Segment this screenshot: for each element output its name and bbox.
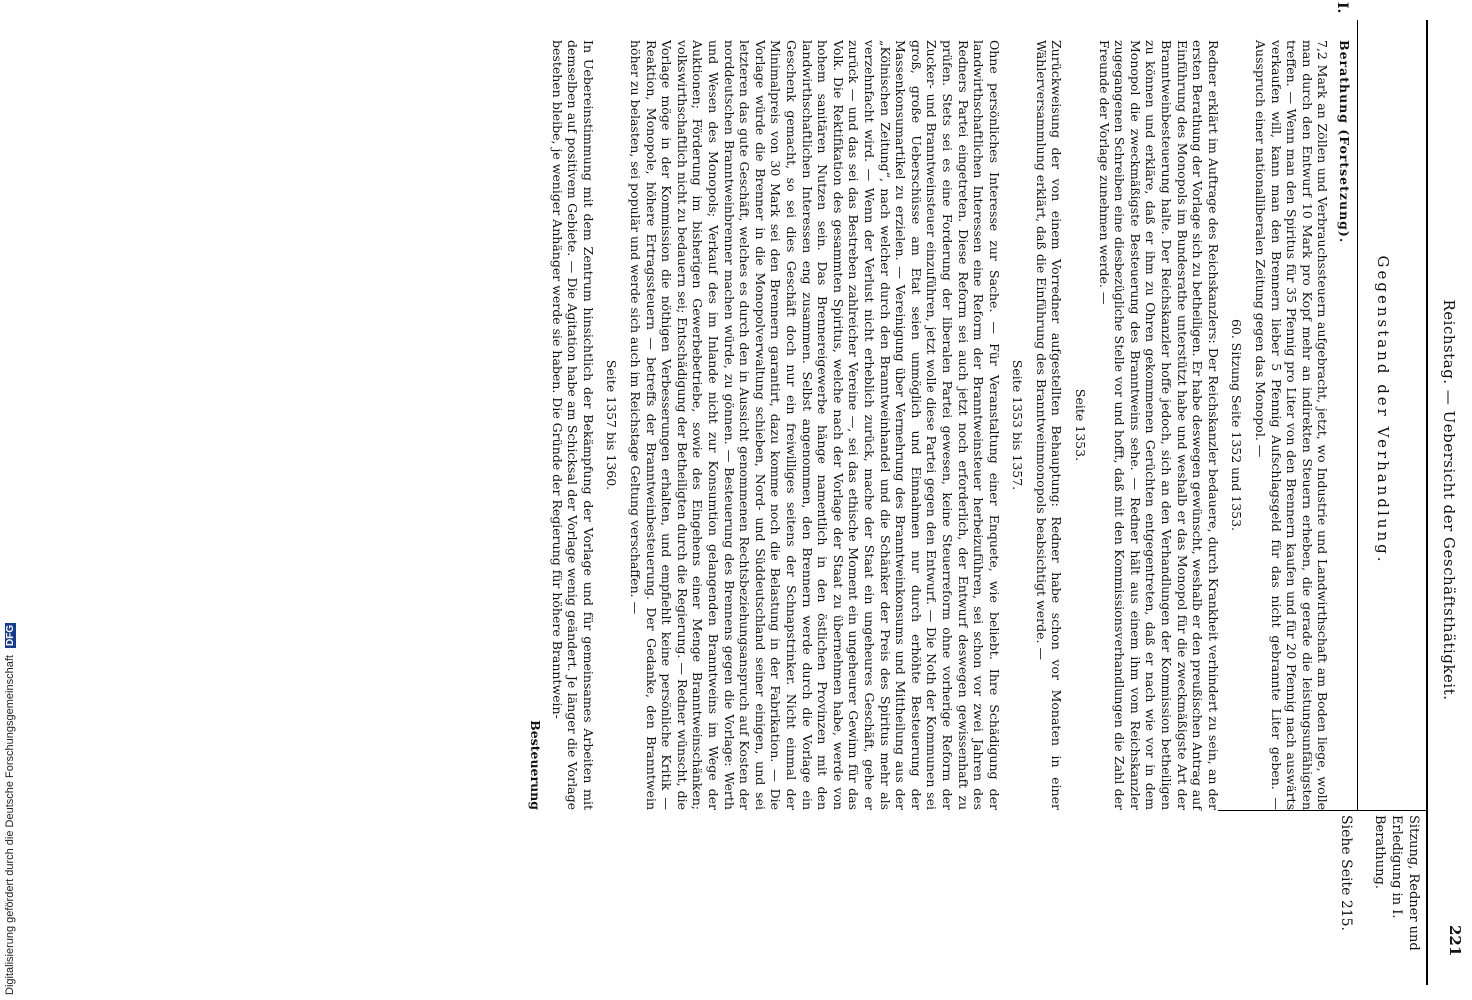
session-ref: 60. Sitzung Seite 1352 und 1353.: [1229, 318, 1245, 532]
paragraph: In Uebereinstimmung mit dem Zentrum hinsichtlich der Bekämpfung der Vorlage und für gemeinsames Arbeiten mit demselben auf positivem Gebiete. — Die Agitation habe am Schicksal der Vorlage wenig geändert. Je länger die Vorlage bestehen bleibe, je weniger Anhänger werde sie haben. Die Gründe der Regierung für höhere Branntwein-: [549, 40, 596, 810]
page-number: 221: [1446, 925, 1464, 957]
column-divider: [1218, 810, 1428, 811]
section-label: Berathung (Fortsetzung).: [1337, 40, 1352, 244]
item-number: I.: [1334, 2, 1350, 14]
page-ref: Seite 1357 bis 1360.: [604, 359, 620, 491]
main-column-heading: Gegenstand der Verhandlung.: [1374, 255, 1392, 565]
header-rule: [1426, 20, 1428, 985]
digitization-credit: [4, 623, 16, 995]
catchword: Besteuerung: [528, 720, 544, 810]
running-head: Reichstag. — Uebersicht der Geschäftsthätigkeit.: [1440, 299, 1458, 701]
paragraph: 7,2 Mark an Zöllen und Verbrauchssteuern aufgebracht, jetzt, wo Industrie und Landwirthschaft am Boden liege, wolle man durch den Entwurf 10 Mark pro Kopf mehr an indirekten Steuern erheben, die gerade die leistungsunfähigsten treffen. — Wenn man den Spiritus für 35 Pfennig pro Liter von den Brennern kaufen und für 20 Pfennig nach auswärts verkaufen will, kann man den Brennern lieber 5 Pfennig Aufschlagsgeld für das nicht gebrannte Liter geben. — Ausspruch einer nationalliberalen Zeitung gegen das Monopol. —: [1253, 40, 1331, 810]
page-ref: Seite 1353 bis 1357.: [1010, 359, 1026, 491]
section-rule: [1357, 20, 1358, 810]
side-column-heading: Sitzung, Redner und Erledigung in I. Berathung.: [1372, 815, 1421, 951]
side-reference: Siehe Seite 215.: [1338, 815, 1354, 931]
page-ref: Seite 1353.: [1073, 388, 1089, 462]
dfg-logo: DFG: [5, 624, 16, 646]
paragraph: Ohne persönliches Interesse zur Sache. — Für Veranstaltung einer Enquete, wie beliebt. Ihre Schädigung der landwirthschaftlichen Interessen eine Reform der Branntweinsteuer herbeizuführen, sei schon vor zwei Jahren des Redners Partei eingetreten. Diese Reform sei auch jetzt noch erforderlich, der Entwurf deswegen gewissenhaft zu prüfen. Stets sei es eine Forderung der liberalen Partei gewesen, keine Steuerreform ohne vorherige Reform der Zucker- und Branntweinsteuer einzuführen, jetzt wolle diese Partei gegen den Entwurf. — Die Noth der Kommunen sei groß, große Ueberschüsse am Etat seien unmöglich und Einnahmen nur durch erhöhte Besteuerung der Massenkonsumartikel zu erzielen. — Vereinigung über Vermehrung des Branntweinkonsums und Mittheilung aus der „Kölnischen Zeitung“, nach welcher durch den Branntweinhandel und die Schänker der Preis des Spiritus mehr als verzehnfacht wird. — Wenn der Verlust nicht erheblich zurück, mache der Staat ein ungeheures Geschäft, gehe er zurück — und das sei das Bestreben zahlreicher Vereine —, sei das ethische Moment ein ungeheurer Gewinn für das Volk. Die Rektifikation des gesammten Spiritus, welche nach der Vorlage der Staat zu übernehmen habe, werde von hohem sanitären Nutzen sein. Das Brennereigewerbe hänge namentlich in den östlichen Provinzen mit den landwirthschaftlichen Interessen eng zusammen. Selbst angenommen, den Brennern werde durch die Vorlage ein Geschenk gemacht, so sei dies Geschäft doch nur ein freiwilliges seitens der Schnapstrinker. Nicht einmal der Minimalpreis von 30 Mark sei den Brennern garantirt, dazu komme noch die Belastung in der Fabrikation. — Die Vorlage würde die Brenner in die Monopolverwaltung schieben, Nord- und Süddeutschland seiner einigen, und sei letzteren das gute Geschäft, welches es durch den in Aussicht genommenen Rechtsbeziehungsanspruch auf Kosten der norddeutschen Branntweinbrenner machen würde, zu gönnen. — Besteuerung des Brennens gegen die Vorlage: Werth und Wesen des Monopols; Verkauf des im Inlande nicht zur Konsumtion gelangenden Branntweins im Wege der Auktionen; Förderung im bisherigen Gewerbebetriebe, sowie des Eingehens einer Menge Branntweinschänken; volkswirthschaftlich nicht zu bedauern sei; Entschädigung der Betheiligten durch die Regierung. — Redner wünscht, die Vorlage möge in der Kommission die nöthigen Verbesserungen erhalten, und empfiehlt keine persönliche Kritik — Reaktion, Monopole, höhere Ertragssteuern — betreffs der Branntweinbesteuerung. Der Gedanke, den Branntwein höher zu belasten, sei populär und werde sich auch im Reichstage Geltung verschaffen. —: [628, 40, 1002, 810]
credit-text: Digitalisierung gefördert durch die Deutsche Forschungsgemeinschaft: [4, 655, 16, 995]
paragraph: Zurückweisung der von einem Vorredner aufgestellten Behauptung: Redner habe schon vor Monaten in einer Wählerversammlung erklärt, daß die Einführung des Branntweinmonopols beabsichtigt werde. —: [1033, 40, 1065, 810]
document-body: [522, 40, 1353, 810]
paragraph: Redner erklärt im Auftrage des Reichskanzlers: Der Reichskanzler bedauere, durch Krankheit verhindert zu sein, an der ersten Berathung der Vorlage sich zu betheiligen. Er habe deswegen gewünscht, weshalb er den preußischen Antrag auf Einführung des Monopols im Bundesrathe unterstützt habe und weshalb er das Monopol für die zweckmäßigste Art der Branntweinbesteuerung halte. Der Reichskanzler hoffe jedoch, sich an den Verhandlungen der Kommission betheiligen zu können und erkläre, daß er ihm zu Ohren gekommenen Gerüchten entgegentreten, daß er nach wie vor in dem Monopol die zweckmäßigste Besteuerung des Branntweins sehe. — Redner hält aus einem ihm vom Reichskanzler zugegangenen Schreiben eine diesbezügliche Stelle vor und hofft, daß mit den Kommissionsverhandlungen die Zahl der Freunde der Vorlage zunehmen werde. —: [1096, 40, 1221, 810]
